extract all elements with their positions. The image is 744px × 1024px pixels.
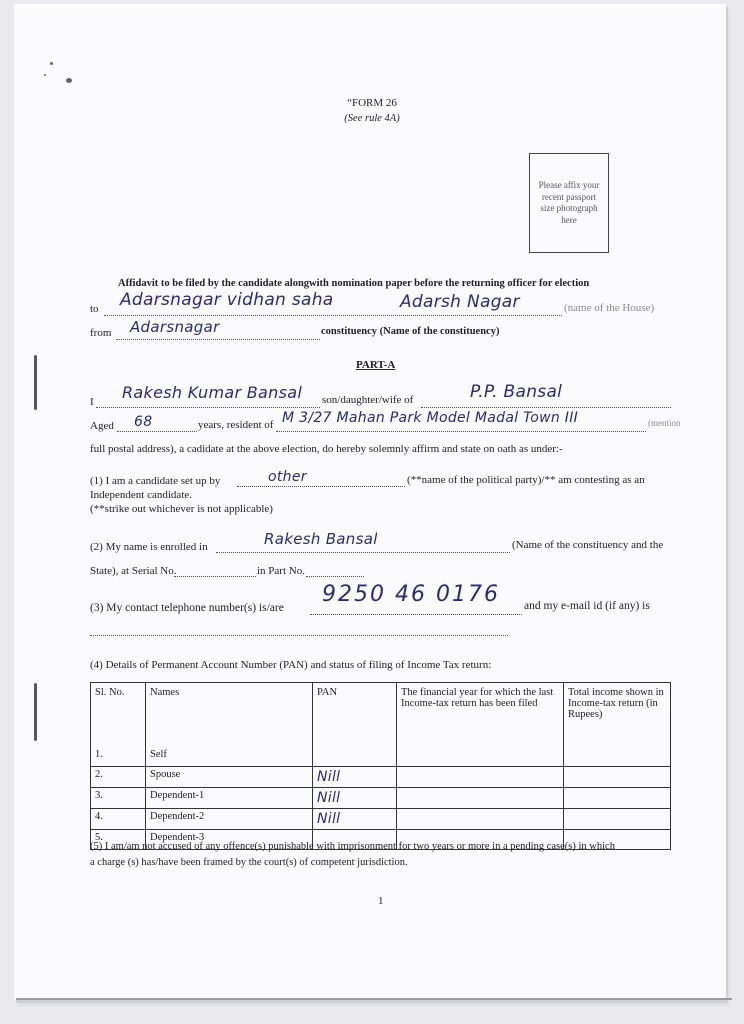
binder-hole-mark	[34, 683, 37, 741]
handwritten-father: P.P. Bansal	[470, 382, 563, 402]
item3-prefix: (3) My contact telephone number(s) is/are	[90, 602, 284, 614]
row-sl: 3.	[91, 788, 146, 809]
years-label: years, resident of	[198, 419, 274, 431]
scan-speck	[50, 62, 53, 65]
handwritten-house-2: Adarsh Nagar	[400, 292, 520, 312]
mention-label: (mention	[648, 418, 681, 428]
row-pan	[313, 747, 397, 767]
from-dotted-line	[116, 339, 320, 340]
row-sl: 1.	[91, 747, 146, 767]
header-financial-year: The financial year for which the last Income-tax return has been filed	[397, 683, 564, 748]
row-income	[564, 767, 671, 788]
row-fy	[397, 809, 564, 830]
header-pan: PAN	[313, 683, 397, 748]
item1-line3: (**strike out whichever is not applicable)	[90, 503, 273, 515]
address-dotted-line	[276, 431, 646, 432]
partno-dotted-line	[306, 576, 364, 577]
phone-dotted-line	[310, 614, 522, 615]
header-total-income: Total income shown in Income-tax return (in Rupees)	[564, 683, 671, 748]
item1-suffix: (**name of the political party)/** am contesting as an	[407, 474, 645, 486]
header-sl: Sl. No.	[91, 683, 146, 748]
row-name: Dependent-1	[146, 788, 313, 809]
page-number: 1	[378, 895, 384, 907]
affidavit-heading: Affidavit to be filed by the candidate alongwith nomination paper before the returning officer for election	[118, 278, 590, 289]
item2-line2a: State), at Serial No.	[90, 565, 177, 577]
item3-suffix: and my e-mail id (if any) is	[524, 600, 650, 612]
postal-line: full postal address), a cadidate at the above election, do hereby solemnly affirm and state on oath as under:-	[90, 443, 563, 455]
item1-line2: Independent candidate.	[90, 489, 193, 501]
photo-placeholder-box	[529, 153, 609, 253]
constituency-suffix: constituency (Name of the constituency)	[321, 326, 500, 337]
header-names: Names	[146, 683, 313, 748]
row-pan	[313, 788, 397, 809]
row-income	[564, 747, 671, 767]
row-sl: 4.	[91, 809, 146, 830]
scan-speck	[44, 74, 46, 76]
form-title: “FORM 26	[347, 97, 397, 109]
item5-line2: a charge (s) has/have been framed by the court(s) of competent jurisdiction.	[90, 857, 408, 868]
row-name: Self	[146, 747, 313, 767]
item2-line2b: in Part No.	[257, 565, 305, 577]
row-income	[564, 809, 671, 830]
row-name: Dependent-3	[146, 830, 313, 850]
table-row	[91, 747, 671, 767]
table-row	[91, 767, 671, 788]
party-dotted-line	[237, 486, 405, 487]
row-pan	[313, 809, 397, 830]
row-name: Spouse	[146, 767, 313, 788]
form-subtitle: (See rule 4A)	[344, 113, 400, 124]
item4-text: (4) Details of Permanent Account Number (PAN) and status of filing of Income Tax return:	[90, 659, 492, 671]
handwritten-name: Rakesh Kumar Bansal	[122, 383, 303, 402]
handwritten-phone: 9250 46 0176	[322, 582, 500, 607]
son-label: son/daughter/wife of	[322, 394, 414, 406]
i-label: I	[90, 396, 94, 408]
house-suffix: (name of the House)	[564, 302, 655, 314]
row-name: Dependent-2	[146, 809, 313, 830]
item5-line1: (5) I am/am not accused of any offence(s) punishable with imprisonment for two years or more in a pending case(s) in which	[90, 841, 615, 852]
handwritten-pan: Nill	[317, 811, 341, 827]
pan-table-header-row	[91, 683, 671, 748]
row-fy	[397, 767, 564, 788]
name-dotted-line	[96, 407, 320, 408]
row-income	[564, 788, 671, 809]
handwritten-enrolled: Rakesh Bansal	[264, 530, 378, 548]
aged-label: Aged	[90, 420, 114, 432]
pan-table	[90, 682, 671, 850]
row-fy	[397, 747, 564, 767]
row-sl: 5.	[91, 830, 146, 850]
email-dotted-line	[90, 635, 508, 636]
to-label: to	[90, 303, 99, 315]
handwritten-age: 68	[134, 414, 153, 430]
handwritten-house: Adarsnagar vidhan saha	[120, 290, 334, 310]
father-dotted-line	[421, 407, 671, 408]
row-sl: 2.	[91, 767, 146, 788]
from-label: from	[90, 327, 112, 339]
table-row	[91, 788, 671, 809]
row-fy	[397, 788, 564, 809]
page-edge	[16, 998, 732, 1000]
handwritten-pan: Nill	[317, 769, 341, 785]
serial-dotted-line	[174, 576, 256, 577]
handwritten-address: M 3/27 Mahan Park Model Madal Town III	[282, 410, 579, 426]
binder-hole-mark	[34, 355, 37, 410]
item1-prefix: (1) I am a candidate set up by	[90, 475, 221, 487]
handwritten-party: other	[268, 469, 307, 485]
handwritten-from: Adarsnagar	[130, 318, 220, 336]
house-dotted-line	[104, 315, 562, 316]
table-row	[91, 809, 671, 830]
handwritten-pan: Nill	[317, 790, 341, 806]
age-dotted-line	[117, 431, 197, 432]
item2-suffix: (Name of the constituency and the	[512, 539, 664, 551]
scan-speck	[66, 78, 72, 83]
photo-instruction: Please affix your recent passport size photograph here	[538, 180, 600, 225]
enrolled-dotted-line	[216, 552, 510, 553]
part-a-heading: PART-A	[356, 359, 396, 371]
item2-prefix: (2) My name is enrolled in	[90, 541, 208, 553]
row-pan	[313, 767, 397, 788]
